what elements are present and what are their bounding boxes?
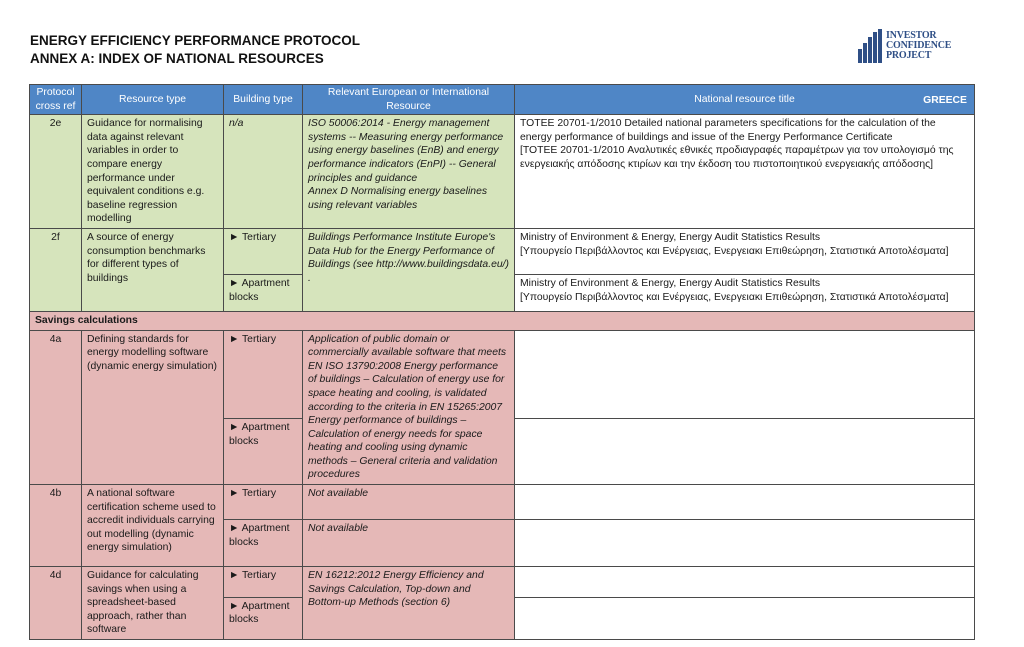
section-row (30, 311, 975, 330)
table-row (30, 115, 975, 229)
european-resource-cell (303, 115, 515, 229)
investor-confidence-project-logo (858, 28, 978, 64)
national-resource-gr: [Υπουργείο Περιβάλλοντος και Ενέργειας, Ενεργειακι Επιθεώρηση, Στατιστικά Αποτολέσματα] (520, 291, 949, 303)
logo-wordmark: INVESTOR CONFIDENCE PROJECT (886, 30, 952, 61)
country-label: GREECE (923, 95, 967, 106)
european-resource-cell: Not available (303, 520, 515, 567)
national-resource-gr: [TOTEE 20701-1/2010 Αναλυτικές εθνικές προδιαγραφές παραμέτρων για τον υπολογισμό της ενεργειακής απόδοσης κτιρίων και την έκδοση του πιστοποιητικού ενεργειακής απόδοσης] (520, 145, 954, 170)
col-header-ref: Protocol cross ref (30, 85, 82, 115)
national-resource-en: TOTEE 20701-1/2010 Detailed national parameters specifications for the calculation of the energy performance of buildings and issue of the Energy Performance Certificate (520, 118, 936, 143)
national-resource-cell (515, 115, 975, 229)
national-resource-cell (515, 330, 975, 419)
title-line-1: ENERGY EFFICIENCY PERFORMANCE PROTOCOL (30, 33, 361, 48)
col-header-building-type: Building type (224, 85, 303, 115)
table-header-row (30, 85, 975, 115)
european-resource-cell: Not available (303, 485, 515, 520)
national-resource-cell (515, 597, 975, 639)
col-header-resource-type: Resource type (82, 85, 224, 115)
resource-type-cell: Guidance for calculating savings when using a spreadsheet-based approach, rather than software (82, 567, 224, 640)
table-row (30, 567, 975, 598)
col-header-national (515, 85, 975, 115)
national-title-label: National resource title (694, 93, 795, 105)
resource-type-cell: Guidance for normalising data against relevant variables in order to compare energy performance under equivalent conditions e.g. baseline regression modelling (82, 115, 224, 229)
national-resource-cell (515, 520, 975, 567)
building-type-cell: ► Tertiary (224, 228, 303, 274)
building-type-cell: ► Apartment blocks (224, 597, 303, 639)
table-row (30, 485, 975, 520)
national-resource-cell (515, 567, 975, 598)
building-type-cell: n/a (224, 115, 303, 229)
building-bars-logo-icon (858, 29, 882, 63)
building-type-cell: ► Tertiary (224, 330, 303, 419)
resource-type-cell: Defining standards for energy modelling software (dynamic energy simulation) (82, 330, 224, 485)
european-resource-cell: Application of public domain or commercially available software that meets EN ISO 13790:2008 Energy performance of buildings – Calculation of energy use for space heating and cooling, is validated according to the criteria in EN 15265:2007 Energy performance of buildings – Calculation of energy needs for space heating and cooling using dynamic methods – General criteria and validation procedures (303, 330, 515, 485)
national-resource-gr: [Υπουργείο Περιβάλλοντος και Ενέργειας, Ενεργειακι Επιθεώρηση, Στατιστικά Αποτολέσματα] (520, 245, 949, 257)
european-resource-annex: Annex D Normalising energy baselines using relevant variables (308, 186, 488, 211)
national-resource-cell (515, 228, 975, 274)
building-type-cell: ► Tertiary (224, 567, 303, 598)
national-resource-cell (515, 419, 975, 485)
ref-cell: 2e (30, 115, 82, 229)
document-title (30, 32, 360, 68)
table-row (30, 330, 975, 419)
ref-cell: 4b (30, 485, 82, 567)
col-header-european: Relevant European or International Resource (303, 85, 515, 115)
table-row (30, 228, 975, 274)
building-type-cell: ► Apartment blocks (224, 274, 303, 311)
european-resource-text: ISO 50006:2014 - Energy management systems -- Measuring energy performance using energy baselines (EnB) and energy performance indicators (EnPI) -- General principles and guidance (308, 118, 504, 184)
title-line-2: ANNEX A: INDEX OF NATIONAL RESOURCES (30, 51, 324, 66)
section-heading: Savings calculations (30, 311, 975, 330)
building-type-cell: ► Apartment blocks (224, 419, 303, 485)
building-type-cell: ► Tertiary (224, 485, 303, 520)
national-resource-en: Ministry of Environment & Energy, Energy Audit Statistics Results (520, 277, 821, 289)
ref-cell: 4a (30, 330, 82, 485)
european-resource-cell: Buildings Performance Institute Europe's Data Hub for the Energy Performance of Buildings (see http://www.buildingsdata.eu/) . (303, 228, 515, 311)
building-type-cell: ► Apartment blocks (224, 520, 303, 567)
national-resource-en: Ministry of Environment & Energy, Energy Audit Statistics Results (520, 231, 821, 243)
national-resource-cell (515, 485, 975, 520)
resource-type-cell: A national software certification scheme used to accredit individuals carrying out modelling (dynamic energy simulation) (82, 485, 224, 567)
national-resources-table (29, 84, 975, 640)
national-resource-cell (515, 274, 975, 311)
ref-cell: 4d (30, 567, 82, 640)
ref-cell: 2f (30, 228, 82, 311)
resource-type-cell: A source of energy consumption benchmarks for different types of buildings (82, 228, 224, 311)
european-resource-cell: EN 16212:2012 Energy Efficiency and Savings Calculation, Top-down and Bottom-up Methods (section 6) (303, 567, 515, 640)
